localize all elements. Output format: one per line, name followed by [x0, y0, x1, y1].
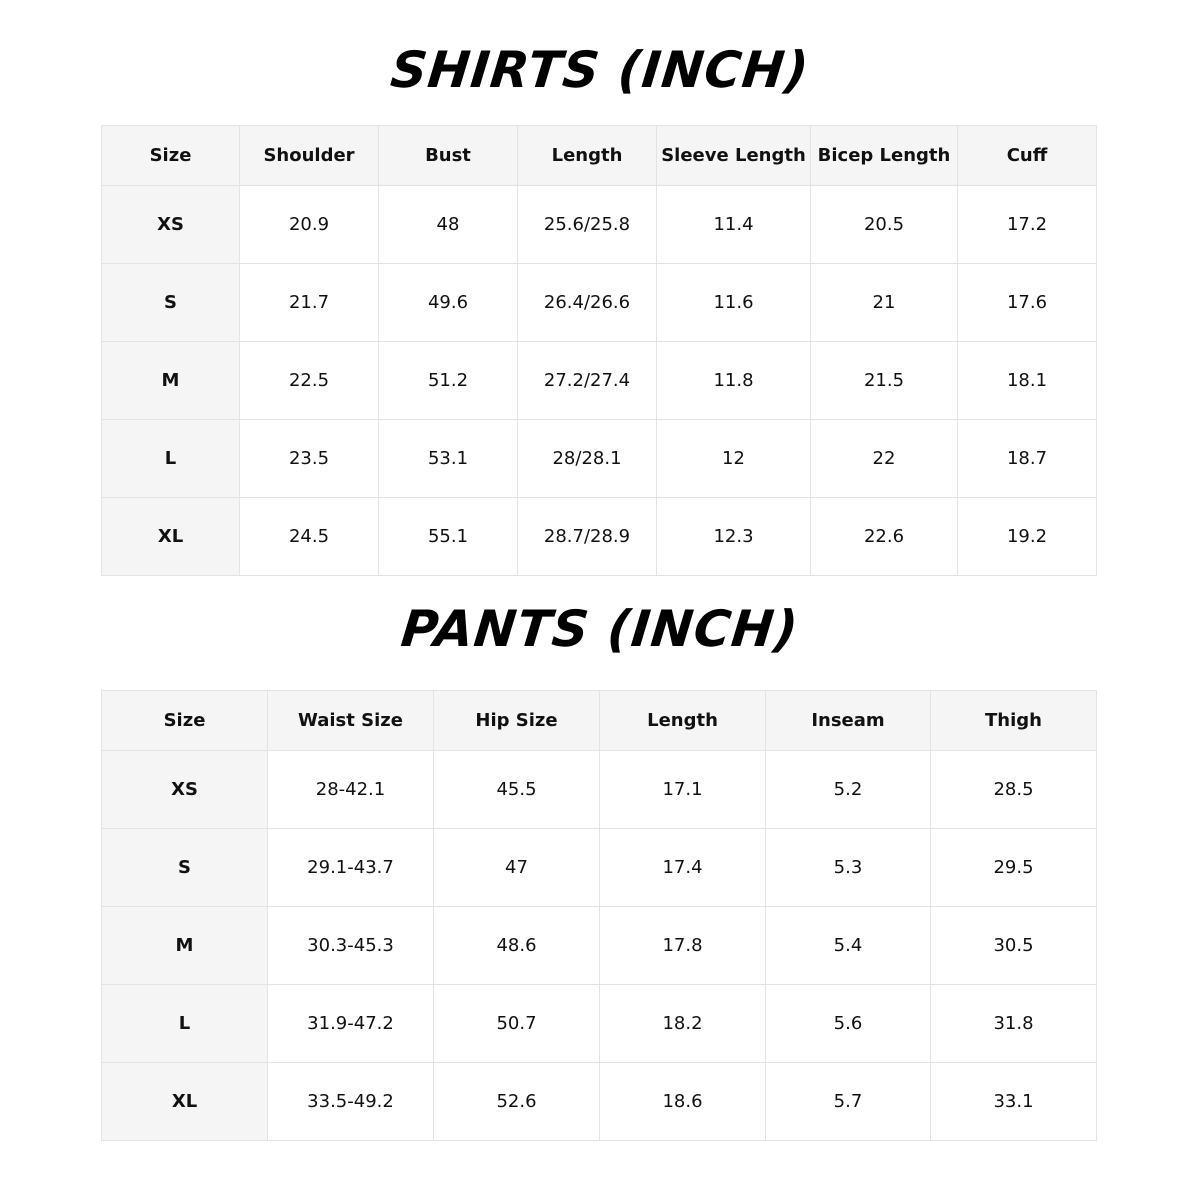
table-cell: 18.1 [958, 342, 1097, 420]
table-row [102, 498, 1097, 576]
column-header-size: Size [102, 691, 268, 751]
table-cell: 17.6 [958, 264, 1097, 342]
table-cell: 5.4 [766, 907, 931, 985]
table-cell: 51.2 [379, 342, 518, 420]
table-cell: 31.9-47.2 [268, 985, 434, 1063]
size-cell: XS [102, 186, 240, 264]
table-cell: 23.5 [240, 420, 379, 498]
table-cell: 18.2 [600, 985, 766, 1063]
table-cell: 31.8 [931, 985, 1097, 1063]
table-cell: 21 [811, 264, 958, 342]
table-row [102, 1063, 1097, 1141]
size-cell: XL [102, 1063, 268, 1141]
column-header-sleeve-length: Sleeve Length [657, 126, 811, 186]
pants-section-title: PANTS (INCH) [398, 600, 802, 658]
shirts-size-table [101, 125, 1097, 576]
table-cell: 20.9 [240, 186, 379, 264]
size-cell: S [102, 264, 240, 342]
table-cell: 33.1 [931, 1063, 1097, 1141]
table-cell: 17.1 [600, 751, 766, 829]
table-cell: 11.8 [657, 342, 811, 420]
pants-size-table [101, 690, 1097, 1141]
table-cell: 11.4 [657, 186, 811, 264]
size-cell: M [102, 342, 240, 420]
table-cell: 5.2 [766, 751, 931, 829]
table-row [102, 751, 1097, 829]
size-cell: L [102, 985, 268, 1063]
table-row [102, 907, 1097, 985]
column-header-bust: Bust [379, 126, 518, 186]
table-cell: 50.7 [434, 985, 600, 1063]
table-cell: 12 [657, 420, 811, 498]
table-cell: 25.6/25.8 [518, 186, 657, 264]
size-cell: S [102, 829, 268, 907]
table-cell: 21.5 [811, 342, 958, 420]
column-header-bicep-length: Bicep Length [811, 126, 958, 186]
table-cell: 22 [811, 420, 958, 498]
table-cell: 45.5 [434, 751, 600, 829]
table-cell: 55.1 [379, 498, 518, 576]
table-cell: 24.5 [240, 498, 379, 576]
table-cell: 26.4/26.6 [518, 264, 657, 342]
table-cell: 17.8 [600, 907, 766, 985]
column-header-hip-size: Hip Size [434, 691, 600, 751]
pants-header-row [102, 691, 1097, 751]
table-cell: 49.6 [379, 264, 518, 342]
table-cell: 30.5 [931, 907, 1097, 985]
table-row [102, 342, 1097, 420]
table-cell: 28.5 [931, 751, 1097, 829]
column-header-length: Length [600, 691, 766, 751]
table-cell: 47 [434, 829, 600, 907]
table-cell: 11.6 [657, 264, 811, 342]
table-cell: 5.6 [766, 985, 931, 1063]
column-header-waist-size: Waist Size [268, 691, 434, 751]
table-cell: 19.2 [958, 498, 1097, 576]
table-cell: 27.2/27.4 [518, 342, 657, 420]
table-cell: 52.6 [434, 1063, 600, 1141]
table-row [102, 829, 1097, 907]
table-row [102, 985, 1097, 1063]
table-cell: 48 [379, 186, 518, 264]
table-cell: 20.5 [811, 186, 958, 264]
table-cell: 17.2 [958, 186, 1097, 264]
column-header-thigh: Thigh [931, 691, 1097, 751]
shirts-header-row [102, 126, 1097, 186]
table-row [102, 264, 1097, 342]
table-row [102, 186, 1097, 264]
table-cell: 28/28.1 [518, 420, 657, 498]
table-cell: 30.3-45.3 [268, 907, 434, 985]
table-cell: 29.1-43.7 [268, 829, 434, 907]
size-cell: L [102, 420, 240, 498]
table-cell: 29.5 [931, 829, 1097, 907]
table-cell: 33.5-49.2 [268, 1063, 434, 1141]
table-cell: 53.1 [379, 420, 518, 498]
table-cell: 48.6 [434, 907, 600, 985]
table-cell: 22.5 [240, 342, 379, 420]
table-cell: 28.7/28.9 [518, 498, 657, 576]
size-cell: XS [102, 751, 268, 829]
table-cell: 5.7 [766, 1063, 931, 1141]
table-cell: 28-42.1 [268, 751, 434, 829]
table-cell: 12.3 [657, 498, 811, 576]
shirts-section-title: SHIRTS (INCH) [387, 41, 813, 99]
table-cell: 18.6 [600, 1063, 766, 1141]
table-cell: 5.3 [766, 829, 931, 907]
table-row [102, 420, 1097, 498]
column-header-size: Size [102, 126, 240, 186]
size-cell: M [102, 907, 268, 985]
column-header-cuff: Cuff [958, 126, 1097, 186]
column-header-inseam: Inseam [766, 691, 931, 751]
column-header-length: Length [518, 126, 657, 186]
column-header-shoulder: Shoulder [240, 126, 379, 186]
table-cell: 21.7 [240, 264, 379, 342]
table-cell: 18.7 [958, 420, 1097, 498]
table-cell: 17.4 [600, 829, 766, 907]
table-cell: 22.6 [811, 498, 958, 576]
size-cell: XL [102, 498, 240, 576]
